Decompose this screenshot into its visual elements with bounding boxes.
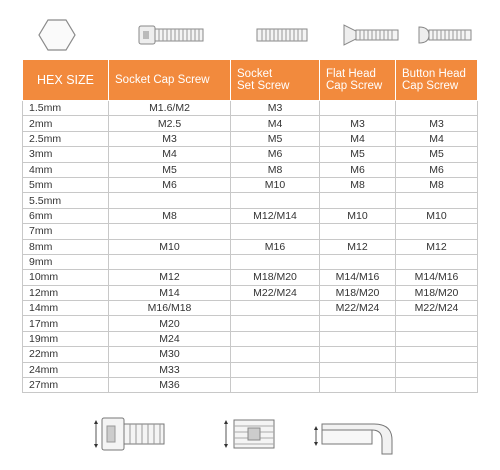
table-header-row (23, 60, 478, 101)
screw-size-cell (396, 347, 478, 362)
socket-cap-measure-icon (90, 410, 170, 463)
screw-size-cell (320, 193, 396, 208)
table-row (23, 193, 478, 208)
screw-size-cell (231, 362, 320, 377)
screw-size-cell: M12/M14 (231, 208, 320, 223)
table-row (23, 316, 478, 331)
screw-size-cell: M18/M20 (231, 270, 320, 285)
screw-size-cell: M5 (231, 131, 320, 146)
screw-size-cell: M5 (320, 147, 396, 162)
screw-size-cell (231, 378, 320, 393)
screw-size-cell (396, 378, 478, 393)
screw-size-cell: M12 (396, 239, 478, 254)
hex-size-cell: 2mm (23, 116, 109, 131)
hex-size-cell: 4mm (23, 162, 109, 177)
screw-size-cell: M30 (109, 347, 231, 362)
hex-size-cell: 7mm (23, 224, 109, 239)
hex-size-cell: 5mm (23, 177, 109, 192)
screw-size-cell: M18/M20 (396, 285, 478, 300)
hex-size-cell: 14mm (23, 301, 109, 316)
header-socket-cap-screw: Socket Cap Screw (109, 60, 231, 101)
screw-size-cell (320, 331, 396, 346)
header-button-head-cap-screw: Button Head Cap Screw (396, 60, 478, 101)
hex-size-cell: 24mm (23, 362, 109, 377)
table-row (23, 301, 478, 316)
screw-size-cell: M33 (109, 362, 231, 377)
screw-size-cell (396, 316, 478, 331)
table-row (23, 270, 478, 285)
screw-size-cell: M22/M24 (320, 301, 396, 316)
button-head-cap-screw-icon (412, 14, 478, 56)
screw-size-cell: M5 (396, 147, 478, 162)
set-screw-measure-icon (220, 412, 280, 463)
screw-size-cell: M6 (109, 177, 231, 192)
screw-size-cell: M14/M16 (396, 270, 478, 285)
screw-size-cell: M14/M16 (320, 270, 396, 285)
screw-size-cell: M24 (109, 331, 231, 346)
screw-size-cell: M20 (109, 316, 231, 331)
table-row (23, 116, 478, 131)
hex-head-icon (32, 14, 82, 56)
screw-size-cell (320, 378, 396, 393)
screw-size-cell (231, 254, 320, 269)
screw-size-cell (231, 193, 320, 208)
table-row (23, 147, 478, 162)
hex-size-cell: 17mm (23, 316, 109, 331)
screw-icons-row (22, 14, 478, 56)
table-row (23, 378, 478, 393)
screw-size-cell (320, 362, 396, 377)
socket-set-screw-icon (247, 14, 317, 56)
screw-size-cell (109, 224, 231, 239)
hex-size-cell: 27mm (23, 378, 109, 393)
hex-size-cell: 12mm (23, 285, 109, 300)
hex-size-cell: 6mm (23, 208, 109, 223)
hex-size-cell: 2.5mm (23, 131, 109, 146)
hex-size-cell: 22mm (23, 347, 109, 362)
screw-size-cell (231, 347, 320, 362)
screw-size-cell: M4 (396, 131, 478, 146)
table-row (23, 208, 478, 223)
table-row (23, 224, 478, 239)
hex-size-cell: 19mm (23, 331, 109, 346)
screw-size-cell (231, 331, 320, 346)
screw-size-cell: M36 (109, 378, 231, 393)
screw-size-cell: M1.6/M2 (109, 101, 231, 116)
screw-size-cell: M16/M18 (109, 301, 231, 316)
table-row (23, 131, 478, 146)
screw-size-cell: M12 (109, 270, 231, 285)
screw-size-cell: M12 (320, 239, 396, 254)
header-flat-head-cap-screw: Flat Head Cap Screw (320, 60, 396, 101)
screw-size-cell (396, 224, 478, 239)
socket-cap-screw-icon (132, 14, 212, 56)
hex-size-cell: 10mm (23, 270, 109, 285)
screw-size-cell: M16 (231, 239, 320, 254)
screw-size-cell: M22/M24 (231, 285, 320, 300)
screw-size-cell: M8 (320, 177, 396, 192)
hex-size-cell: 3mm (23, 147, 109, 162)
screw-size-cell: M8 (231, 162, 320, 177)
screw-size-cell: M18/M20 (320, 285, 396, 300)
hex-key-measure-icon (310, 410, 400, 463)
screw-size-cell (396, 193, 478, 208)
screw-size-cell: M8 (109, 208, 231, 223)
hex-size-cell: 9mm (23, 254, 109, 269)
hex-size-cell: 1.5mm (23, 101, 109, 116)
screw-size-cell (320, 224, 396, 239)
table-row (23, 331, 478, 346)
screw-size-cell: M4 (231, 116, 320, 131)
screw-size-cell: M3 (109, 131, 231, 146)
screw-size-cell: M10 (396, 208, 478, 223)
screw-size-cell: M3 (231, 101, 320, 116)
screw-size-cell: M8 (396, 177, 478, 192)
screw-size-cell (320, 347, 396, 362)
header-hex-size: HEX SIZE (23, 60, 109, 101)
screw-size-cell: M10 (320, 208, 396, 223)
header-socket-set-screw: Socket Set Screw (231, 60, 320, 101)
hex-size-table (22, 59, 478, 393)
screw-size-cell (320, 101, 396, 116)
screw-size-cell: M22/M24 (396, 301, 478, 316)
screw-size-cell (396, 362, 478, 377)
measurement-diagrams-row (90, 410, 410, 460)
screw-size-cell: M2.5 (109, 116, 231, 131)
screw-size-cell: M3 (320, 116, 396, 131)
hex-size-cell: 5.5mm (23, 193, 109, 208)
screw-size-cell (396, 254, 478, 269)
table-row (23, 362, 478, 377)
hex-size-cell: 8mm (23, 239, 109, 254)
screw-size-cell (231, 224, 320, 239)
screw-size-cell (109, 254, 231, 269)
screw-size-cell (231, 301, 320, 316)
screw-size-cell (396, 331, 478, 346)
table-row (23, 239, 478, 254)
screw-size-cell (320, 254, 396, 269)
screw-size-cell: M6 (231, 147, 320, 162)
table-row (23, 101, 478, 116)
table-row (23, 177, 478, 192)
screw-size-cell: M6 (396, 162, 478, 177)
table-row (23, 285, 478, 300)
screw-size-cell: M4 (109, 147, 231, 162)
screw-size-cell: M5 (109, 162, 231, 177)
screw-size-cell: M10 (231, 177, 320, 192)
screw-size-cell: M3 (396, 116, 478, 131)
table-row (23, 162, 478, 177)
screw-size-cell (320, 316, 396, 331)
screw-size-cell (231, 316, 320, 331)
screw-size-cell: M4 (320, 131, 396, 146)
screw-size-cell (109, 193, 231, 208)
table-row (23, 347, 478, 362)
screw-size-cell (396, 101, 478, 116)
screw-size-cell: M14 (109, 285, 231, 300)
flat-head-cap-screw-icon (337, 14, 407, 56)
screw-size-cell: M10 (109, 239, 231, 254)
table-row (23, 254, 478, 269)
screw-size-cell: M6 (320, 162, 396, 177)
